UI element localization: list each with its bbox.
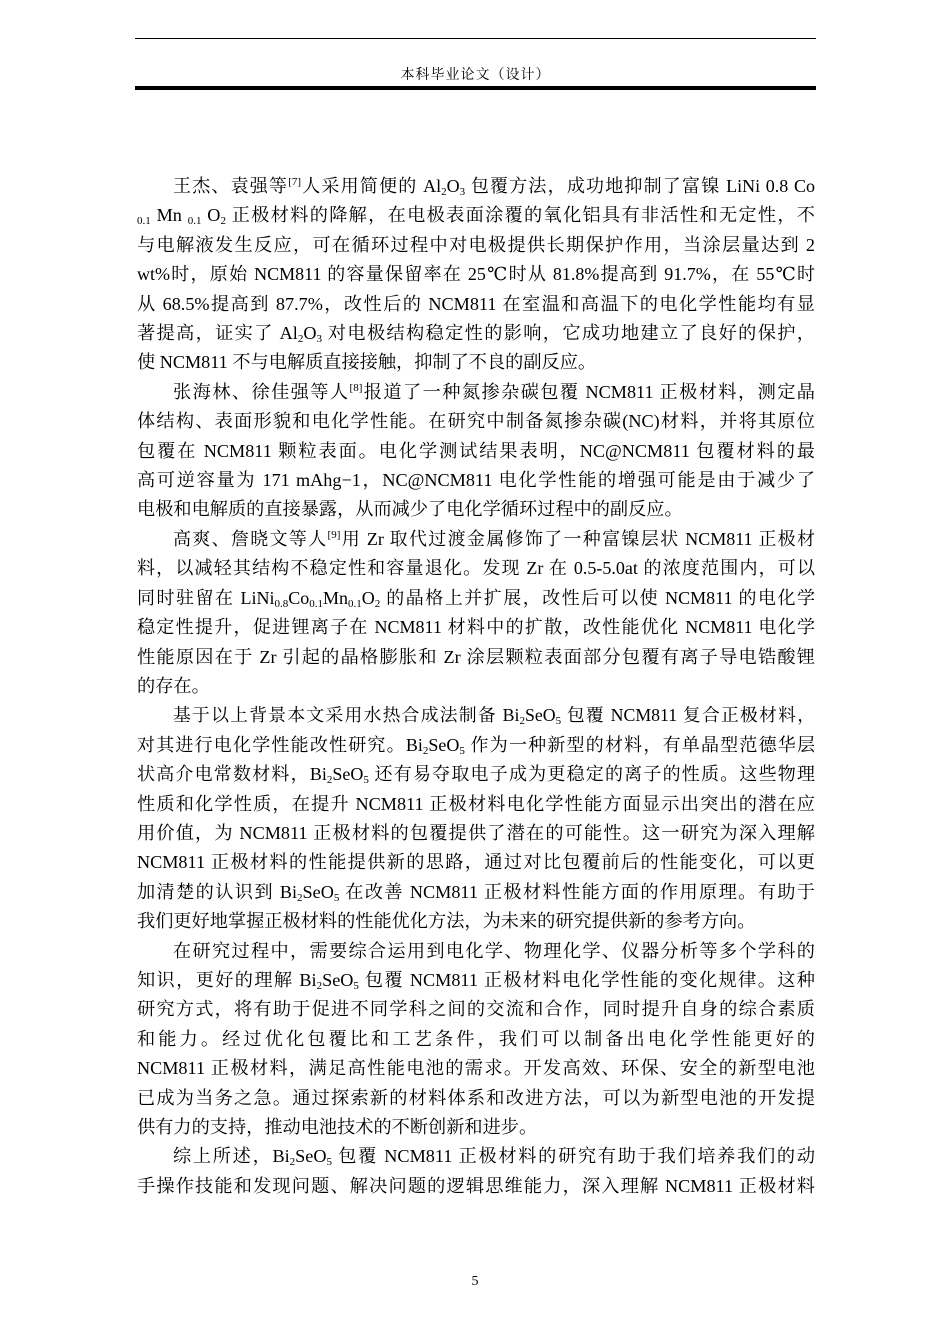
line: 王杰、袁强等[7]人采用简便的 $Al_2O_3$ 包覆方法，成功地抑制了富镍 LiNi 0.8 Co <box>173 176 816 198</box>
line: 研究方式，将有助于促进不同学科之间的交流和合作，同时提升自身的综合素质 <box>137 999 815 1020</box>
line: 体结构、表面形貌和电化学性能。在研究中制备氮掺杂碳(NC)材料，并将其原位 <box>137 411 815 432</box>
paragraph-1 <box>137 172 815 378</box>
line: 状高介电常数材料，$Bi_2SeO_5$ 还有易夺取电子成为更稳定的离子的性质。这些物理 <box>137 764 816 787</box>
line: NCM811 正极材料，满足高性能电池的需求。开发高效、环保、安全的新型电池 <box>137 1058 815 1079</box>
line: 同时驻留在 $LiNi_{0.8}Co_{0.1}Mn_{0.1}O_2$ 的晶格上并扩展，改性后可以使 NCM811 的电化学 <box>137 587 815 610</box>
line: 在研究过程中，需要综合运用到电化学、物理化学、仪器分析等多个学科的 <box>173 940 815 961</box>
paragraph-3 <box>137 525 815 701</box>
line: 使 NCM811 不与电解质直接接触，抑制了不良的副反应。 <box>137 352 597 373</box>
main-text <box>137 172 815 1201</box>
line: 我们更好地掌握正极材料的性能优化方法，为未来的研究提供新的参考方向。 <box>137 911 756 932</box>
paragraph-2 <box>137 378 815 525</box>
line: 料，以减轻其结构不稳定性和容量退化。发现 Zr 在 0.5-5.0at 的浓度范围内，可以 <box>137 558 815 579</box>
line: 对其进行电化学性能改性研究。$Bi_2SeO_5$ 作为一种新型的材料，有单晶型范德华层 <box>137 734 815 757</box>
header-bottom-rule <box>135 86 816 90</box>
line: 电极和电解质的直接暴露，从而减少了电化学循环过程中的副反应。 <box>137 499 683 520</box>
paragraph-5 <box>137 937 815 1143</box>
line: 著提高，证实了 $Al_2O_3$ 对电极结构稳定性的影响，它成功地建立了良好的保护， <box>137 323 815 346</box>
paragraph-6 <box>137 1142 815 1201</box>
line: $_{0.1}$ Mn $_{0.1}$ $O_2$ 正极材料的降解，在电极表面涂覆的氧化铝具有非活性和无定性，不 <box>137 205 815 228</box>
paragraph-4 <box>137 701 815 936</box>
line: wt%时，原始 NCM811 的容量保留率在 25℃时从 81.8%提高到 91.7%，在 55℃时 <box>137 264 815 285</box>
line: 张海林、徐佳强等人[8]报道了一种氮掺杂碳包覆 NCM811 正极材料，测定晶 <box>173 381 815 402</box>
line: 用价值，为 NCM811 正极材料的包覆提供了潜在的可能性。这一研究为深入理解 <box>137 822 815 843</box>
line: 手操作技能和发现问题、解决问题的逻辑思维能力，深入理解 NCM811 正极材料 <box>137 1175 815 1196</box>
line: 性质和化学性质，在提升 NCM811 正极材料电化学性能方面显示出突出的潜在应 <box>137 793 815 814</box>
line: 与电解液发生反应，可在循环过程中对电极提供长期保护作用，当涂层量达到 2 <box>137 234 815 255</box>
line: 高爽、詹晓文等人[9]用 Zr 取代过渡金属修饰了一种富镍层状 NCM811 正极材 <box>173 528 815 549</box>
line: 基于以上背景本文采用水热合成法制备 $Bi_2SeO_5$ 包覆 NCM811 复合正极材料， <box>173 705 816 728</box>
page-number: 5 <box>471 1274 479 1289</box>
line: 已成为当务之急。通过探索新的材料体系和改进方法，可以为新型电池的开发提 <box>137 1087 815 1108</box>
header-title: 本科毕业论文（设计） <box>400 68 551 83</box>
line: 的存在。 <box>137 675 210 696</box>
line: 和能力。经过优化包覆比和工艺条件，我们可以制备出电化学性能更好的 <box>137 1028 815 1049</box>
line: 性能原因在于 Zr 引起的晶格膨胀和 Zr 涂层颗粒表面部分包覆有离子导电锆酸锂 <box>137 646 815 667</box>
line: 高可逆容量为 171 mAhg−1，NC@NCM811 电化学性能的增强可能是由于减少了 <box>137 470 815 491</box>
header-top-rule <box>135 38 816 39</box>
line: 加清楚的认识到 $Bi_2SeO_5$ 在改善 NCM811 正极材料性能方面的作用原理。有助于 <box>137 881 815 904</box>
line: 供有力的支持，推动电池技术的不断创新和进步。 <box>137 1117 538 1137</box>
line: 知识，更好的理解 $Bi_2SeO_5$ 包覆 NCM811 正极材料电化学性能的变化规律。这种 <box>137 969 815 992</box>
line: NCM811 正极材料的性能提供新的思路，通过对比包覆前后的性能变化，可以更 <box>137 852 815 873</box>
line: 稳定性提升，促进锂离子在 NCM811 材料中的扩散，改性能优化 NCM811 电化学 <box>137 617 815 638</box>
line: 包覆在 NCM811 颗粒表面。电化学测试结果表明，NC@NCM811 包覆材料的最 <box>137 440 815 461</box>
line: 综上所述，$Bi_2SeO_5$ 包覆 NCM811 正极材料的研究有助于我们培养我们的动 <box>173 1146 816 1169</box>
line: 从 68.5%提高到 87.7%，改性后的 NCM811 在室温和高温下的电化学性能均有显 <box>137 293 815 314</box>
